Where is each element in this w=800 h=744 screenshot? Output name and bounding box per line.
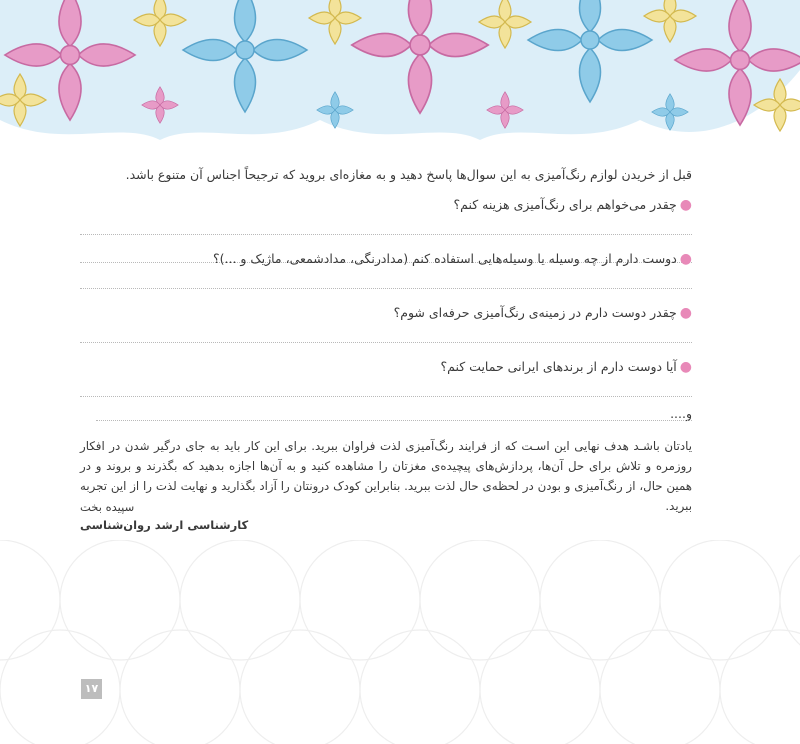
answer-line	[80, 288, 692, 289]
author-name: سپیده بخت	[80, 500, 135, 514]
bullet-dot-icon: ●	[679, 251, 692, 267]
etc-text: و....	[670, 406, 692, 421]
bullet-dot-icon: ●	[679, 359, 692, 375]
question-1: ●چقدر می‌خواهم برای رنگ‌آمیزی هزینه کنم؟	[453, 197, 692, 213]
closing-paragraph: یادتان باشـد هدف نهایی این اسـت که از فرایند رنگ‌آمیزی لذت فراوان ببرید. برای این کار باید به جای درگیر شدن در افکار روزمره و تلاش برای حل آن‌ها، پردازش‌های پیچیده‌ی مغزتان را مشاهده کنید و به آن‌ها اجازه بدهید که بگذرند و بروند و در همین حال، از رنگ‌آمیزی و بودن در لحظه‌ی حال لذت ببرید. بنابراین کودک درونتان را آزاد بگذارید و نهایت لذت را از این تجربه ببرید.	[80, 439, 692, 513]
bullet-dot-icon: ●	[679, 197, 692, 213]
background-lattice-pattern	[0, 540, 800, 744]
answer-line	[80, 234, 692, 235]
intro-paragraph: قبل از خریدن لوازم رنگ‌آمیزی به این سوال‌ها پاسخ دهید و به مغازه‌ای بروید که ترجیحاً اجناس آن متنوع باشد.	[125, 167, 692, 182]
bullet-dot-icon: ●	[679, 305, 692, 321]
author-title: کارشناسی ارشد روان‌شناسی	[80, 518, 249, 532]
author-block	[80, 498, 692, 534]
answer-line	[80, 396, 692, 397]
ornamental-header-banner	[0, 0, 800, 150]
question-3: ●چقدر دوست دارم در زمینه‌ی رنگ‌آمیزی حرفه‌ای شوم؟	[393, 305, 692, 321]
question-4: ●آیا دوست دارم از برندهای ایرانی حمایت کنم؟	[440, 359, 692, 375]
answer-line	[96, 420, 692, 421]
answer-line	[80, 342, 692, 343]
question-2: ●دوست دارم از چه وسیله یا وسیله‌هایی استفاده کنم (مدادرنگی، مدادشمعی، ماژیک و ...)؟	[212, 251, 692, 267]
page-number: ۱۷	[81, 679, 102, 699]
